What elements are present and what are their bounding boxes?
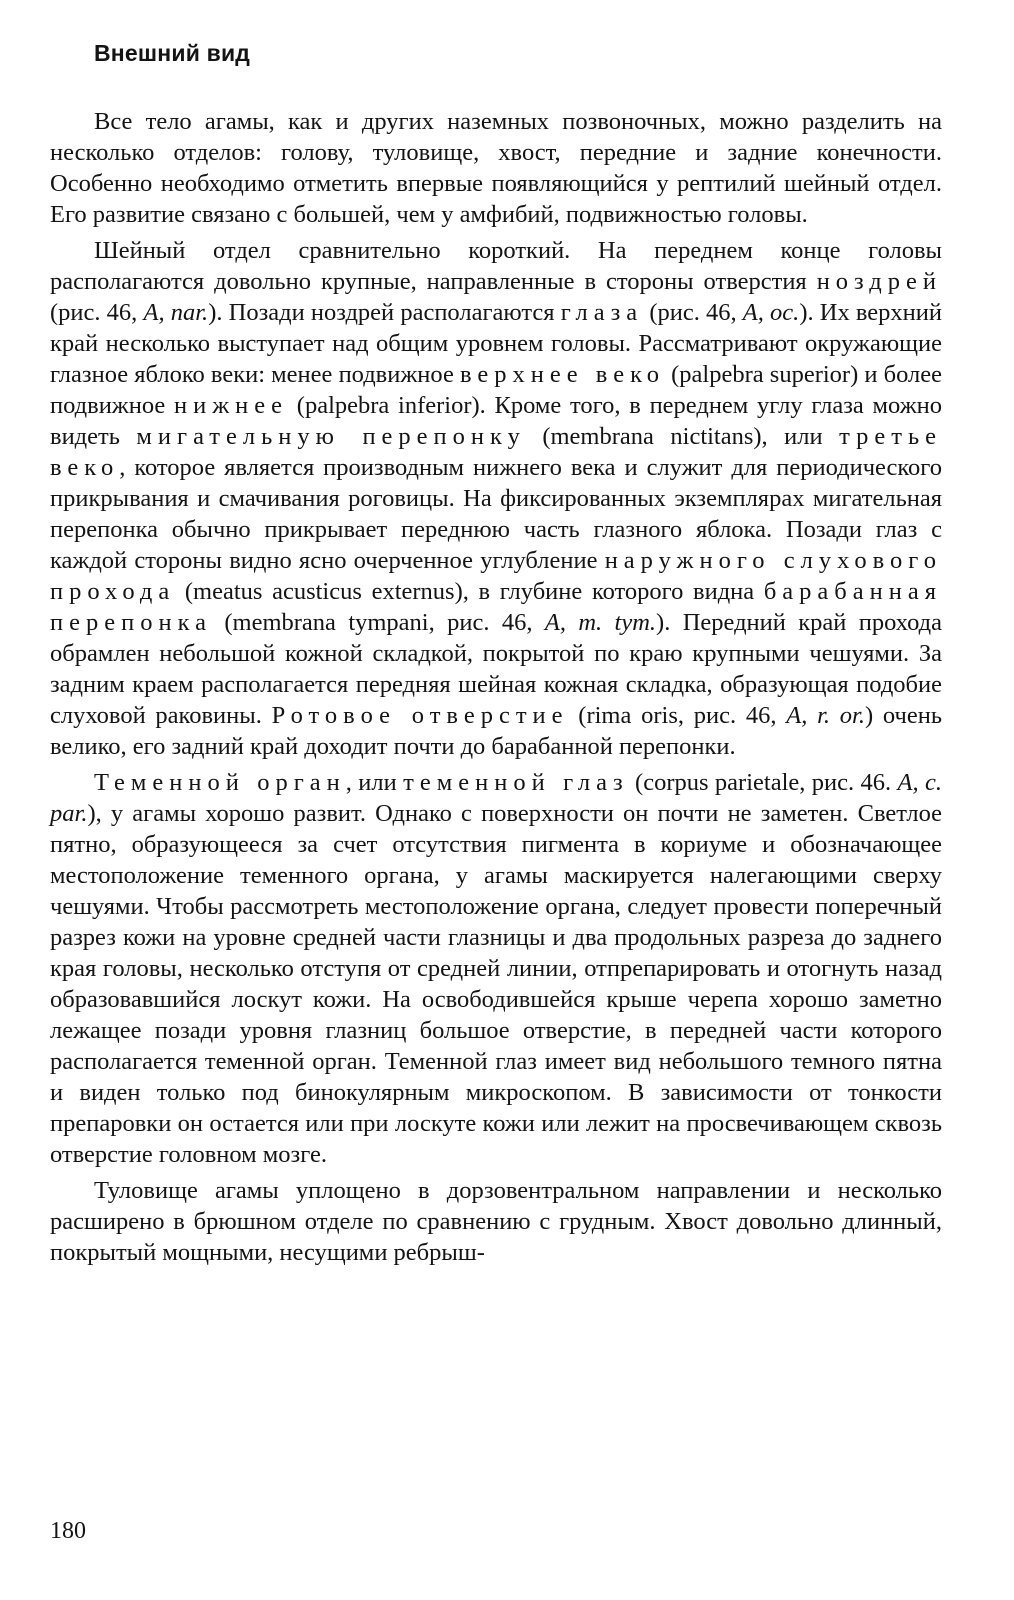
text-run: (meatus acusticus externus), в глубине которого видна [175, 578, 764, 605]
spaced-term: верхнее веко [459, 361, 665, 388]
paragraph [50, 235, 942, 762]
text-run: ), у агамы хорошо развит. Однако с поверхности он почти не заметен. Светлое пятно, образующееся за счет отсутствия пигмента в кориуме и обозначающее местоположение теменного органа, у агамы маскируется налегающими сверху чешуями. Чтобы рассмотреть местоположение органа, следует провести поперечный разрез кожи на уровне средней части глазницы и два продольных разреза до заднего края головы, несколько отступя от средней линии, отпрепарировать и отогнуть назад образовавшийся лоскут кожи. На освободившейся крыше черепа хорошо заметно лежащее позади уровня глазниц большое отверстие, в передней части которого располагается теменной орган. Теменной глаз имеет вид небольшого темного пятна и виден только под бинокулярным микроскопом. В зависимости от тонкости препаровки он остается или при лоскуте кожи или лежит на просвечивающем сквозь отверстие головном мозге. [50, 800, 942, 1168]
figure-reference: A, m. tym. [544, 609, 657, 636]
figure-reference: А, nar. [143, 299, 209, 326]
text-run: Туловище агамы уплощено в дорзовентральном направлении и несколько расширено в брюшном отделе по сравнению с грудным. Хвост довольно длинный, покрытый мощными, несущими ребрыш- [50, 1177, 942, 1266]
text-run: ). Передний край прохода обрамлен небольшой кожной складкой, покрытой по краю крупными чешуями. За задним краем располагается передняя шейная кожная складка, образующая подобие слуховой раковины. [50, 609, 942, 729]
section-heading: Внешний вид [94, 40, 251, 66]
text-run: (corpus parietale, рис. 46. [628, 769, 898, 796]
figure-reference: А, ос. [742, 299, 800, 326]
text-run: , или [345, 769, 404, 796]
spaced-term: Ротовое отверстие [271, 702, 569, 729]
text-run: , которое является производным нижнего века и служит для периодического прикрывания и смачивания роговицы. На фиксированных экземплярах мигательная перепонка обычно прикрывает переднюю часть глазного яблока. Позади глаз с каждой стороны видно ясно очерченное углубление [50, 454, 942, 574]
spaced-term: барабанная перепонка [50, 578, 942, 636]
text-run: (рис. 46, [50, 299, 144, 326]
spaced-term: мигательную перепонку [136, 423, 526, 450]
body-text [50, 106, 942, 1268]
spaced-term: наружного слухового прохода [50, 547, 942, 605]
book-page [50, 0, 942, 1600]
text-run: ). Их верхний край несколько выступает над общим уровнем головы. Рассматривают окружающие глазное яблоко веки: менее подвижное [50, 299, 942, 388]
text-run: (rima oris, рис. 46, [568, 702, 787, 729]
paragraph [50, 767, 942, 1170]
text-run: (membrana nictitans), или [525, 423, 840, 450]
spaced-term: теменной глаз [403, 769, 629, 796]
text-run: ). Позади ноздрей располагаются [208, 299, 561, 326]
spaced-term: нижнее [174, 392, 289, 419]
text-run: (palpebra superior) и более подвижное [50, 361, 942, 419]
figure-reference: A, c. par. [50, 769, 942, 827]
text-run: Шейный отдел сравнительно короткий. На переднем конце головы располагаются довольно крупные, направленные в стороны отверстия [50, 237, 942, 295]
figure-reference: A, r. or. [786, 702, 865, 729]
text-run: (membrana tympani, рис. 46, [212, 609, 545, 636]
paragraph [50, 1175, 942, 1268]
spaced-term: третье веко [50, 423, 942, 481]
spaced-term: Теменной орган [94, 769, 346, 796]
paragraph [50, 106, 942, 230]
text-run: (palpebra inferior). Кроме того, в переднем углу глаза можно видеть [50, 392, 942, 450]
page-number: 180 [50, 1518, 86, 1544]
text-run: (рис. 46, [643, 299, 743, 326]
text-run: ) очень велико, его задний край доходит почти до барабанной перепонки. [50, 702, 942, 760]
spaced-term: ноздрей [816, 268, 942, 295]
text-run: Все тело агамы, как и других наземных позвоночных, можно разделить на несколько отделов: голову, туловище, хвост, передние и задние конечности. Особенно необходимо отметить впервые появляющийся у рептилий шейный отдел. Его развитие связано с большей, чем у амфибий, подвижностью головы. [50, 108, 942, 228]
spaced-term: глаза [560, 299, 644, 326]
